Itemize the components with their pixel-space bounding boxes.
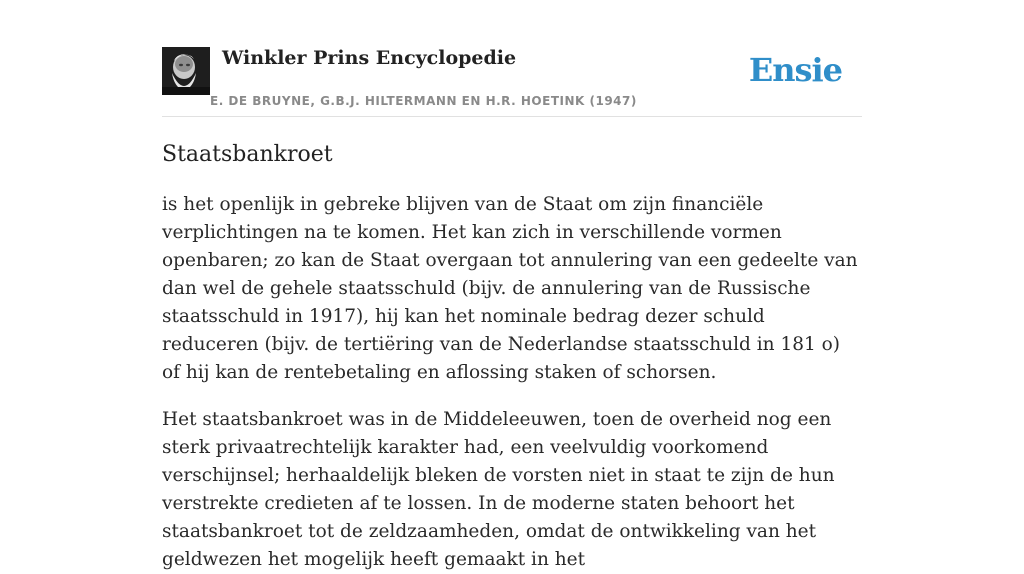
- source-title[interactable]: Winkler Prins Encyclopedie: [222, 47, 517, 69]
- article-paragraph: Het staatsbankroet was in de Middeleeuwen, toen de overheid nog een sterk privaatrechtelijk karakter had, een veelvuldig voorkomend verschijnsel; herhaaldelijk bleken de vorsten niet in staat te zijn de hun verstrekte credieten af te lossen. In de moderne staten behoort het staatsbankroet tot de zeldzaamheden, omdat de ontwikkeling van het geldwezen het mogelijk heeft gemaakt in het: [162, 409, 835, 570]
- portrait-icon: [162, 47, 210, 95]
- authors-byline: E. DE BRUYNE, G.B.J. HILTERMANN EN H.R. HOETINK (1947): [210, 94, 637, 108]
- article-title: Staatsbankroet: [162, 142, 333, 167]
- article: [162, 136, 862, 574]
- author-avatar[interactable]: [162, 47, 210, 95]
- source-header: [162, 44, 862, 117]
- article-paragraph: is het openlijk in gebreke blijven van de Staat om zijn financiële verplichtingen na te komen. Het kan zich in verschillende vormen openbaren; zo kan de Staat overgaan tot annulering van een gedeelte van dan wel de gehele staatsschuld (bijv. de annulering van de Russische staatsschuld in 1917), hij kan het nominale bedrag dezer schuld reduceren (bijv. de tertiëring van de Nederlandse staatsschuld in 181 o) of hij kan de rentebetaling en aflossing staken of schorsen.: [162, 194, 858, 383]
- ensie-logo[interactable]: Ensie: [748, 51, 842, 89]
